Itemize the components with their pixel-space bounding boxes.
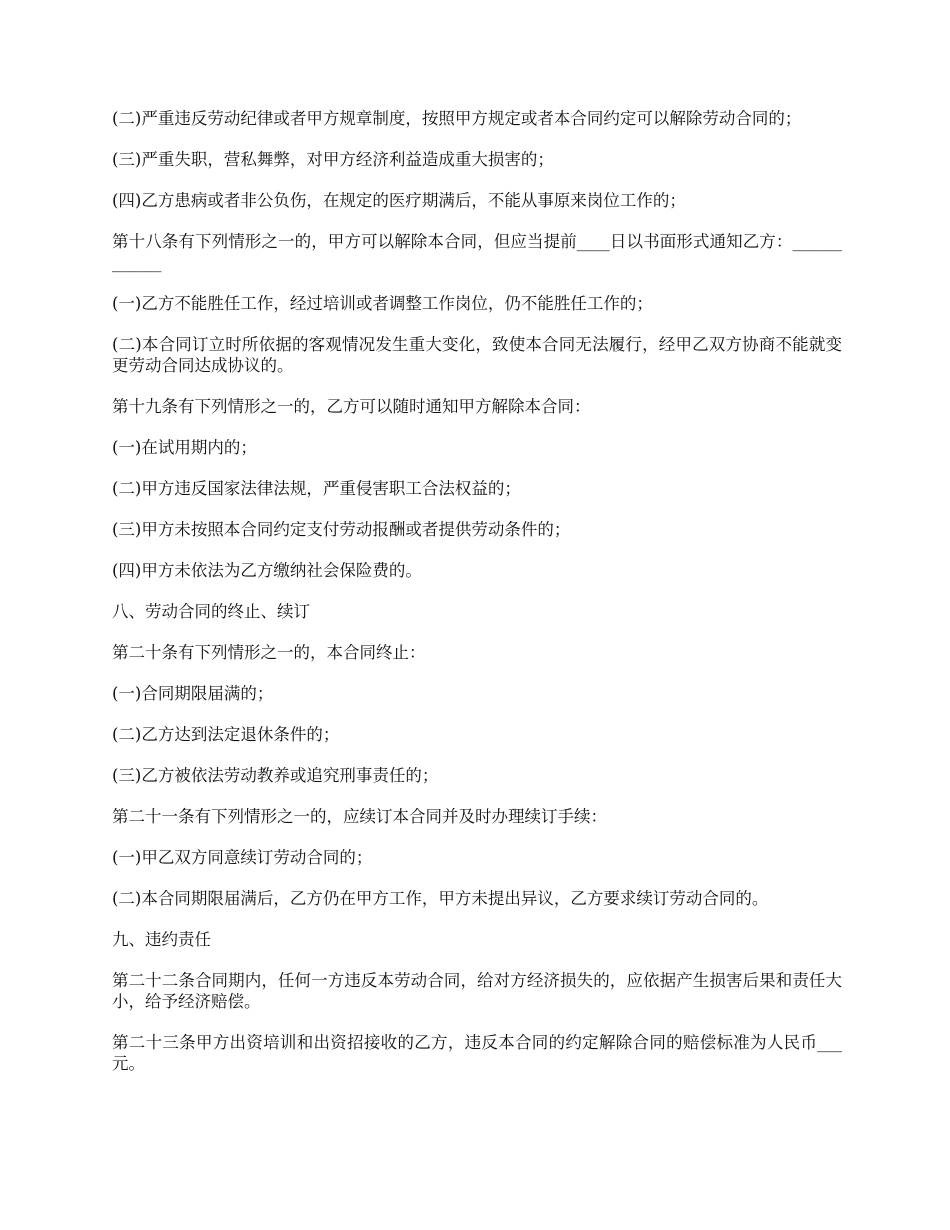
clause-paragraph: (一)合同期限届满的； xyxy=(112,684,274,703)
clause-paragraph: (二)本合同订立时所依据的客观情况发生重大变化，致使本合同无法履行，经甲乙双方协商不能就变更劳动合同达成协议的。 xyxy=(112,335,842,375)
clause-paragraph: (一)在试用期内的； xyxy=(112,438,257,457)
clause-paragraph: (四)甲方未依法为乙方缴纳社会保险费的。 xyxy=(112,561,422,580)
article-19-paragraph: 第十九条有下列情形之一的，乙方可以随时通知甲方解除本合同： xyxy=(112,397,591,416)
article-20-paragraph: 第二十条有下列情形之一的，本合同终止： xyxy=(112,643,426,662)
clause-paragraph: (二)乙方达到法定退休条件的； xyxy=(112,725,340,744)
section-heading: 九、违约责任 xyxy=(112,930,211,949)
clause-paragraph: (一)乙方不能胜任工作，经过培训或者调整工作岗位，仍不能胜任工作的； xyxy=(112,294,653,313)
article-22-paragraph: 第二十二条合同期内，任何一方违反本劳动合同，给对方经济损失的，应依据产生损害后果和责任大小，给予经济赔偿。 xyxy=(112,971,842,1011)
clause-paragraph: (一)甲乙双方同意续订劳动合同的； xyxy=(112,848,373,867)
clause-paragraph: (二)严重违反劳动纪律或者甲方规章制度，按照甲方规定或者本合同约定可以解除劳动合同的； xyxy=(112,109,802,128)
article-18-paragraph: 第十八条有下列情形之一的，甲方可以解除本合同，但应当提前____日以书面形式通知乙方：____________ xyxy=(112,232,842,272)
clause-paragraph: (二)甲方违反国家法律法规，严重侵害职工合法权益的； xyxy=(112,479,521,498)
section-heading: 八、劳动合同的终止、续订 xyxy=(112,602,310,621)
article-23-paragraph: 第二十三条甲方出资培训和出资招接收的乙方，违反本合同的约定解除合同的赔偿标准为人民币___元。 xyxy=(112,1033,842,1073)
clause-paragraph: (三)乙方被依法劳动教养或追究刑事责任的； xyxy=(112,766,439,785)
document-body xyxy=(112,108,842,1094)
article-21-paragraph: 第二十一条有下列情形之一的，应续订本合同并及时办理续订手续： xyxy=(112,807,607,826)
clause-paragraph: (二)本合同期限届满后，乙方仍在甲方工作，甲方未提出异议，乙方要求续订劳动合同的。 xyxy=(112,889,769,908)
clause-paragraph: (四)乙方患病或者非公负伤，在规定的医疗期满后，不能从事原来岗位工作的； xyxy=(112,191,686,210)
clause-paragraph: (三)严重失职，营私舞弊，对甲方经济利益造成重大损害的； xyxy=(112,150,554,169)
clause-paragraph: (三)甲方未按照本合同约定支付劳动报酬或者提供劳动条件的； xyxy=(112,520,571,539)
